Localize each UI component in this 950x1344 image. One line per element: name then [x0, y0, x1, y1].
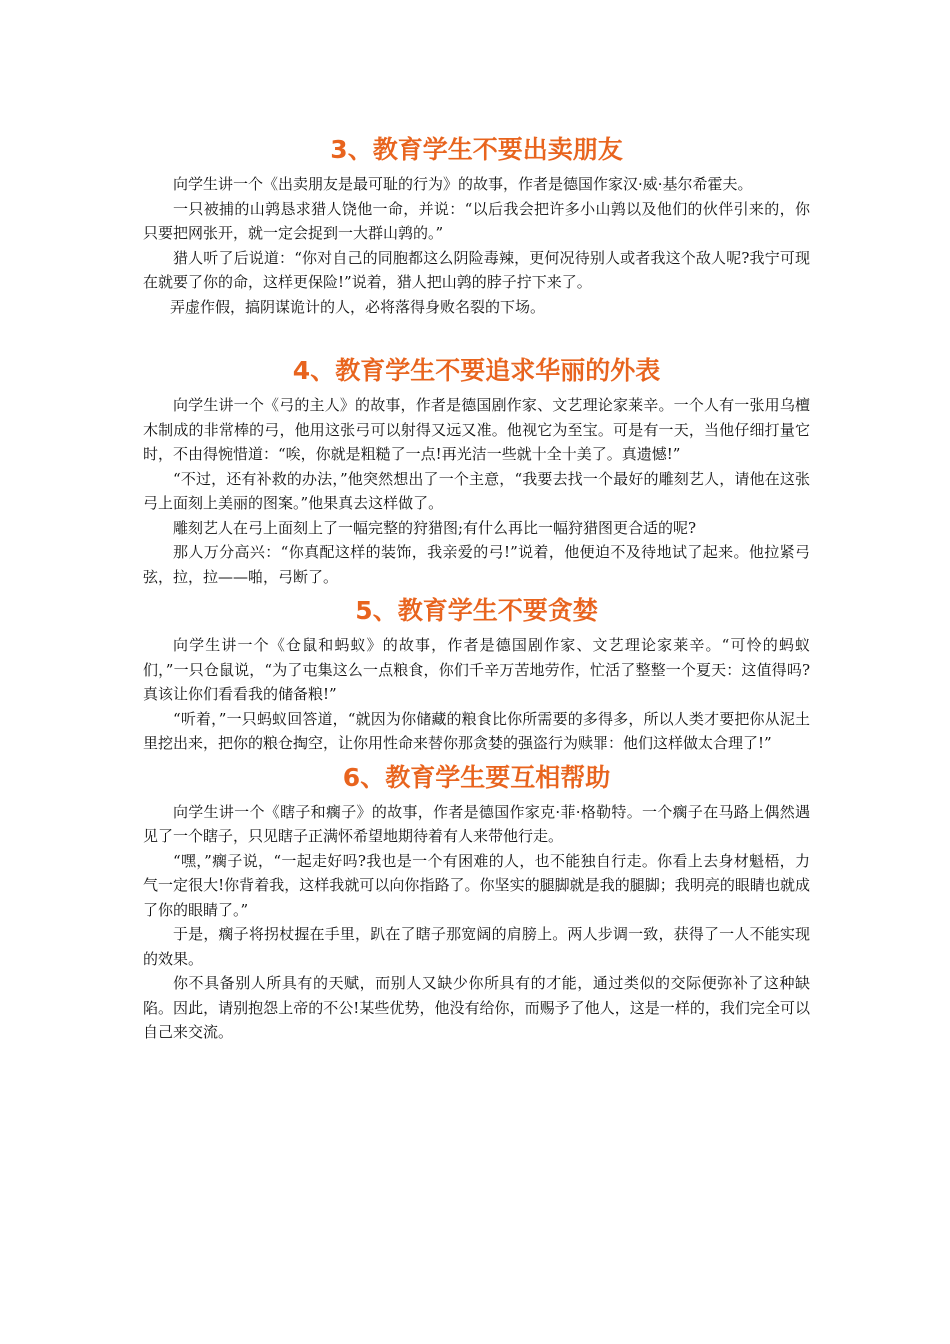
- section-3-paragraph-2: 一只被捕的山鹑恳求猎人饶他一命，并说：“以后我会把许多小山鹑以及他们的伙伴引来的，你只要把网张开，就一定会捉到一大群山鹑的。”: [143, 199, 810, 242]
- section-4-paragraph-1: 向学生讲一个《弓的主人》的故事，作者是德国剧作家、文艺理论家莱辛。一个人有一张用乌檀木制成的非常棒的弓，他用这张弓可以射得又远又准。他视它为至宝。可是有一天，当他仔细打量它时，不由得惋惜道：“唉，你就是粗糙了一点!再光洁一些就十全十美了。真遗憾!”: [143, 396, 810, 463]
- section-6-paragraph-2: “嘿，”瘸子说，“一起走好吗?我也是一个有困难的人，也不能独自行走。你看上去身材魁梧，力气一定很大!你背着我，这样我就可以向你指路了。你坚实的腿脚就是我的腿脚；我明亮的眼睛也就成了你的眼睛了。”: [143, 851, 810, 919]
- section-4-paragraph-2: “不过，还有补救的办法，”他突然想出了一个主意，“我要去找一个最好的雕刻艺人，请他在这张弓上面刻上美丽的图案。”他果真去这样做了。: [143, 469, 810, 512]
- section-6-paragraph-3: 于是，瘸子将拐杖握在手里，趴在了瞎子那宽阔的肩膀上。两人步调一致，获得了一人不能实现的效果。: [143, 925, 810, 968]
- section-6-title: 6、教育学生要互相帮助: [342, 762, 611, 792]
- section-6-paragraph-4: 你不具备别人所具有的天赋，而别人又缺少你所具有的才能，通过类似的交际便弥补了这种缺陷。因此，请别抱怨上帝的不公!某些优势，他没有给你，而赐予了他人，这是一样的，我们完全可以自己来交流。: [143, 974, 810, 1041]
- section-4-paragraph-3: 雕刻艺人在弓上面刻上了一幅完整的狩猎图;有什么再比一幅狩猎图更合适的呢?: [173, 518, 697, 537]
- section-5-title: 5、教育学生不要贪婪: [355, 596, 598, 625]
- section-3-paragraph-4: 弄虚作假，搞阴谋诡计的人，必将落得身败名裂的下场。: [170, 297, 546, 316]
- section-3-paragraph-1: 向学生讲一个《出卖朋友是最可耻的行为》的故事，作者是德国作家汉·威·基尔希霍夫。: [173, 175, 753, 193]
- section-5-paragraph-1: 向学生讲一个《仓鼠和蚂蚁》的故事，作者是德国剧作家、文艺理论家莱辛。“可怜的蚂蚁们，”一只仓鼠说，“为了屯集这么一点粮食，你们千辛万苦地劳作，忙活了整整一个夏天：这值得吗?真该让你们看看我的储备粮!”: [143, 636, 810, 703]
- section-6-paragraph-1: 向学生讲一个《瞎子和瘸子》的故事，作者是德国作家克·菲·格勒特。一个瘸子在马路上偶然遇见了一个瞎子，只见瞎子正满怀希望地期待着有人来带他行走。: [143, 802, 810, 845]
- section-3-title: 3、教育学生不要出卖朋友: [330, 135, 623, 164]
- section-4-title: 4、教育学生不要追求华丽的外表: [292, 356, 661, 385]
- section-5-paragraph-2: “听着，”一只蚂蚁回答道，“就因为你储藏的粮食比你所需要的多得多，所以人类才要把你从泥土里挖出来，把你的粮仓掏空，让你用性命来替你那贪婪的强盗行为赎罪：他们这样做太合理了!”: [143, 709, 810, 752]
- section-4-paragraph-4: 那人万分高兴：“你真配这样的装饰，我亲爱的弓!”说着，他便迫不及待地试了起来。他拉紧弓弦，拉，拉——啪，弓断了。: [143, 543, 810, 586]
- section-3-paragraph-3: 猎人听了后说道：“你对自己的同胞都这么阴险毒辣，更何况待别人或者我这个敌人呢?我宁可现在就要了你的命，这样更保险!”说着，猎人把山鹑的脖子拧下来了。: [143, 248, 810, 291]
